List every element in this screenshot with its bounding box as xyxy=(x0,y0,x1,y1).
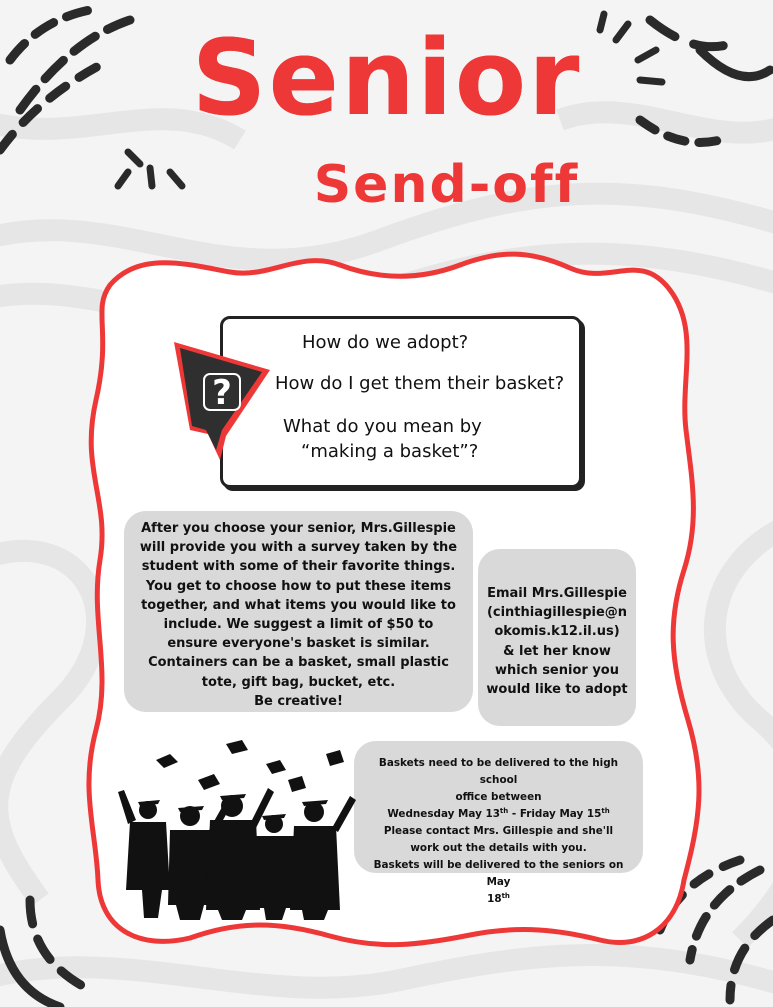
basket-info-bubble xyxy=(124,511,473,712)
delivery-line: 18th xyxy=(487,892,510,905)
page-subtitle: Send-off xyxy=(313,155,580,215)
question-meaning-1: What do you mean by xyxy=(283,416,482,437)
basket-info-line: tote, gift bag, bucket, etc. xyxy=(201,674,396,690)
question-mark-icon xyxy=(170,334,280,464)
contact-line: which senior you xyxy=(494,662,619,678)
basket-info-line: student with some of their favorite things. xyxy=(141,559,456,575)
delivery-line: Please contact Mrs. Gillespie and she'll xyxy=(383,825,614,837)
delivery-line: office between xyxy=(455,791,542,803)
svg-text:?: ? xyxy=(212,373,232,413)
basket-info-line: ensure everyone's basket is similar. xyxy=(167,636,430,652)
basket-info-line: together, and what items you would like to xyxy=(141,597,456,613)
basket-info-line: Be creative! xyxy=(254,693,343,709)
basket-info-line: You get to choose how to put these items xyxy=(145,578,452,594)
question-basket: How do I get them their basket? xyxy=(275,373,565,394)
contact-line: would like to adopt xyxy=(486,682,628,698)
delivery-info-bubble xyxy=(354,741,643,905)
contact-info-bubble xyxy=(478,549,636,726)
delivery-dates: Wednesday May 13th - Friday May 15th xyxy=(387,807,610,820)
contact-email-line[interactable]: (cinthiagillespie@n xyxy=(486,605,628,621)
question-meaning-2: “making a basket”? xyxy=(301,441,479,462)
contact-line: Email Mrs.Gillespie xyxy=(487,586,627,601)
delivery-line: work out the details with you. xyxy=(410,842,587,854)
page-title: Senior xyxy=(191,17,582,139)
graduates-silhouette-image xyxy=(118,740,358,920)
basket-info-line: will provide you with a survey taken by the xyxy=(139,540,458,556)
delivery-line: Baskets need to be delivered to the high school xyxy=(378,757,619,786)
contact-email-line[interactable]: okomis.k12.il.us) xyxy=(494,624,620,640)
contact-line: & let her know xyxy=(503,643,611,659)
question-adopt: How do we adopt? xyxy=(302,332,469,353)
basket-info-line: Containers can be a basket, small plastic xyxy=(148,655,449,671)
basket-info-line: include. We suggest a limit of $50 to xyxy=(163,617,434,633)
delivery-line: Baskets will be delivered to the seniors on May xyxy=(373,859,624,888)
basket-info-line: After you choose your senior, Mrs.Gillespie xyxy=(141,521,456,536)
